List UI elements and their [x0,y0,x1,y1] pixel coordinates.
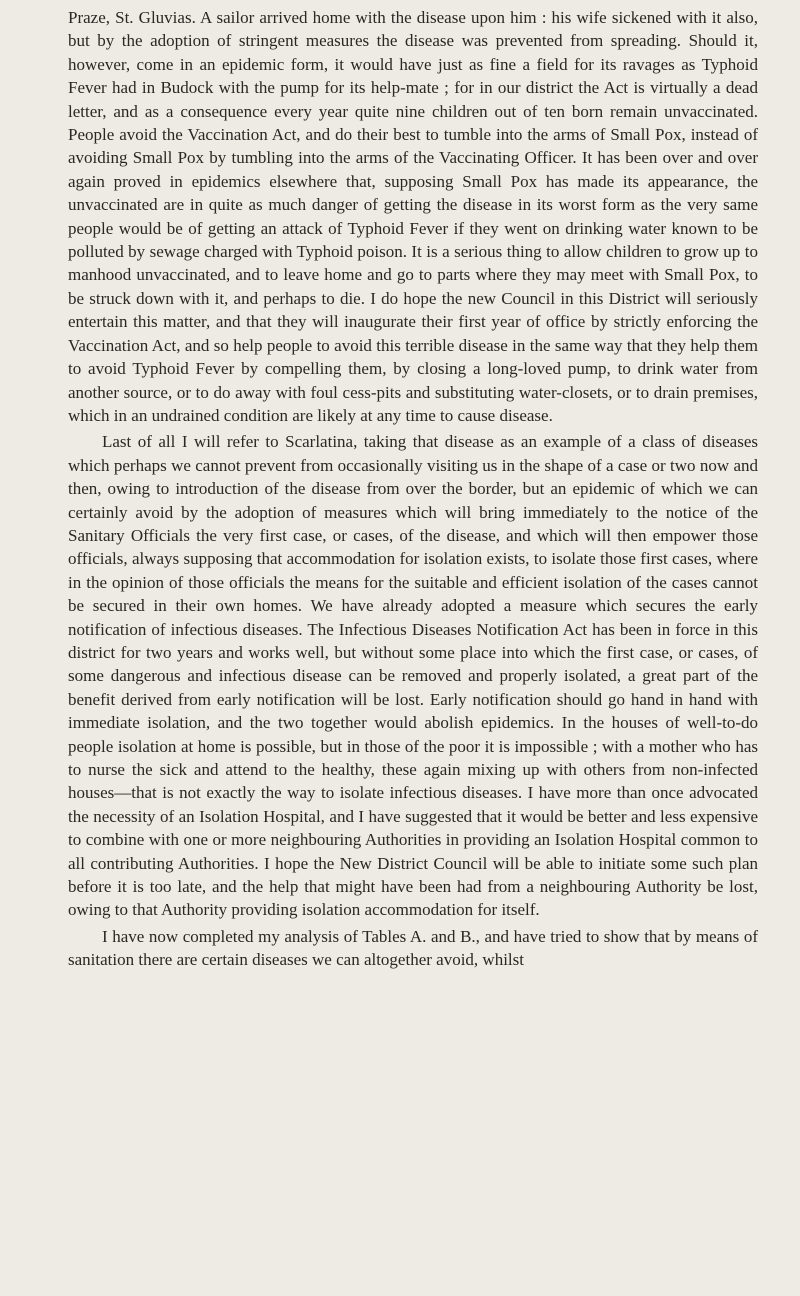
paragraph-conclusion: I have now completed my analysis of Tables A. and B., and have tried to show that by means of sanitation there are certain diseases we can altogether avoid, whilst [68,926,758,970]
body-text [68,6,758,972]
paragraph-continuation: Praze, St. Gluvias. A sailor arrived home with the disease upon him : his wife sickened with it also, but by the adoption of stringent measures the disease was prevented from spreading. Should it, however, come in an epidemic form, it would have just as fine a field for its ravages as Typhoid Fever had in Budock with the pump for its help-mate ; for in our district the Act is virtually a dead letter, and as a consequence every year quite nine children out of ten born remain unvaccinated. People avoid the Vaccination Act, and do their best to tumble into the arms of Small Pox, instead of avoiding Small Pox by tumbling into the arms of the Vaccinating Officer. It has been over and over again proved in epidemics elsewhere that, supposing Small Pox has made its appearance, the unvaccinated are in quite as much danger of getting the disease in its worst form as the very same people would be of getting an attack of Typhoid Fever if they went on drinking water known to be polluted by sewage charged with Typhoid poison. It is a serious thing to allow children to grow up to manhood unvaccinated, and to leave home and go to parts where they may meet with Small Pox, to be struck down with it, and perhaps to die. I do hope the new Council in this District will seriously entertain this matter, and that they will inaugurate their first year of office by strictly enforcing the Vaccination Act, and so help people to avoid this terrible disease in the same way that they help them to avoid Typhoid Fever by compelling them, by closing a long-loved pump, to drink water from another source, or to do away with foul cess-pits and substituting water-closets, or to drain premises, which in an undrained condition are likely at any time to cause disease. [68,8,758,425]
paragraph-scarlatina: Last of all I will refer to Scarlatina, taking that disease as an example of a class of diseases which perhaps we cannot prevent from occasionally visiting us in the shape of a case or two now and then, owing to introduction of the disease from over the border, but an epidemic of which we can certainly avoid by the adoption of measures which will bring immediately to the notice of the Sanitary Officials the very first case, or cases, of the disease, and which will then empower those officials, always supposing that accommodation for isolation exists, to isolate those first cases, where in the opinion of those officials the means for the suitable and efficient isolation of the cases cannot be secured in their own homes. We have already adopted a measure which secures the early notification of infectious diseases. The Infectious Diseases Notification Act has been in force in this district for two years and works well, but without some place into which the first case, or cases, of some dangerous and infectious disease can be removed and properly isolated, a great part of the benefit derived from early notification will be lost. Early notification should go hand in hand with immediate isolation, and the two together would abolish epidemics. In the houses of well-to-do people isolation at home is possible, but in those of the poor it is impossible ; with a mother who has to nurse the sick and attend to the healthy, these again mixing up with others from non-infected houses—that is not exactly the way to isolate infectious diseases. I have more than once advocated the necessity of an Isolation Hospital, and I have suggested that it would be better and less expensive to combine with one or more neighbouring Authorities in providing an Isolation Hospital common to all contributing Authorities. I hope the New District Council will be able to initiate some such plan before it is too late, and the help that might have been had from a neighbouring Authority be lost, owing to that Authority providing isolation accommodation for itself. [68,432,758,920]
